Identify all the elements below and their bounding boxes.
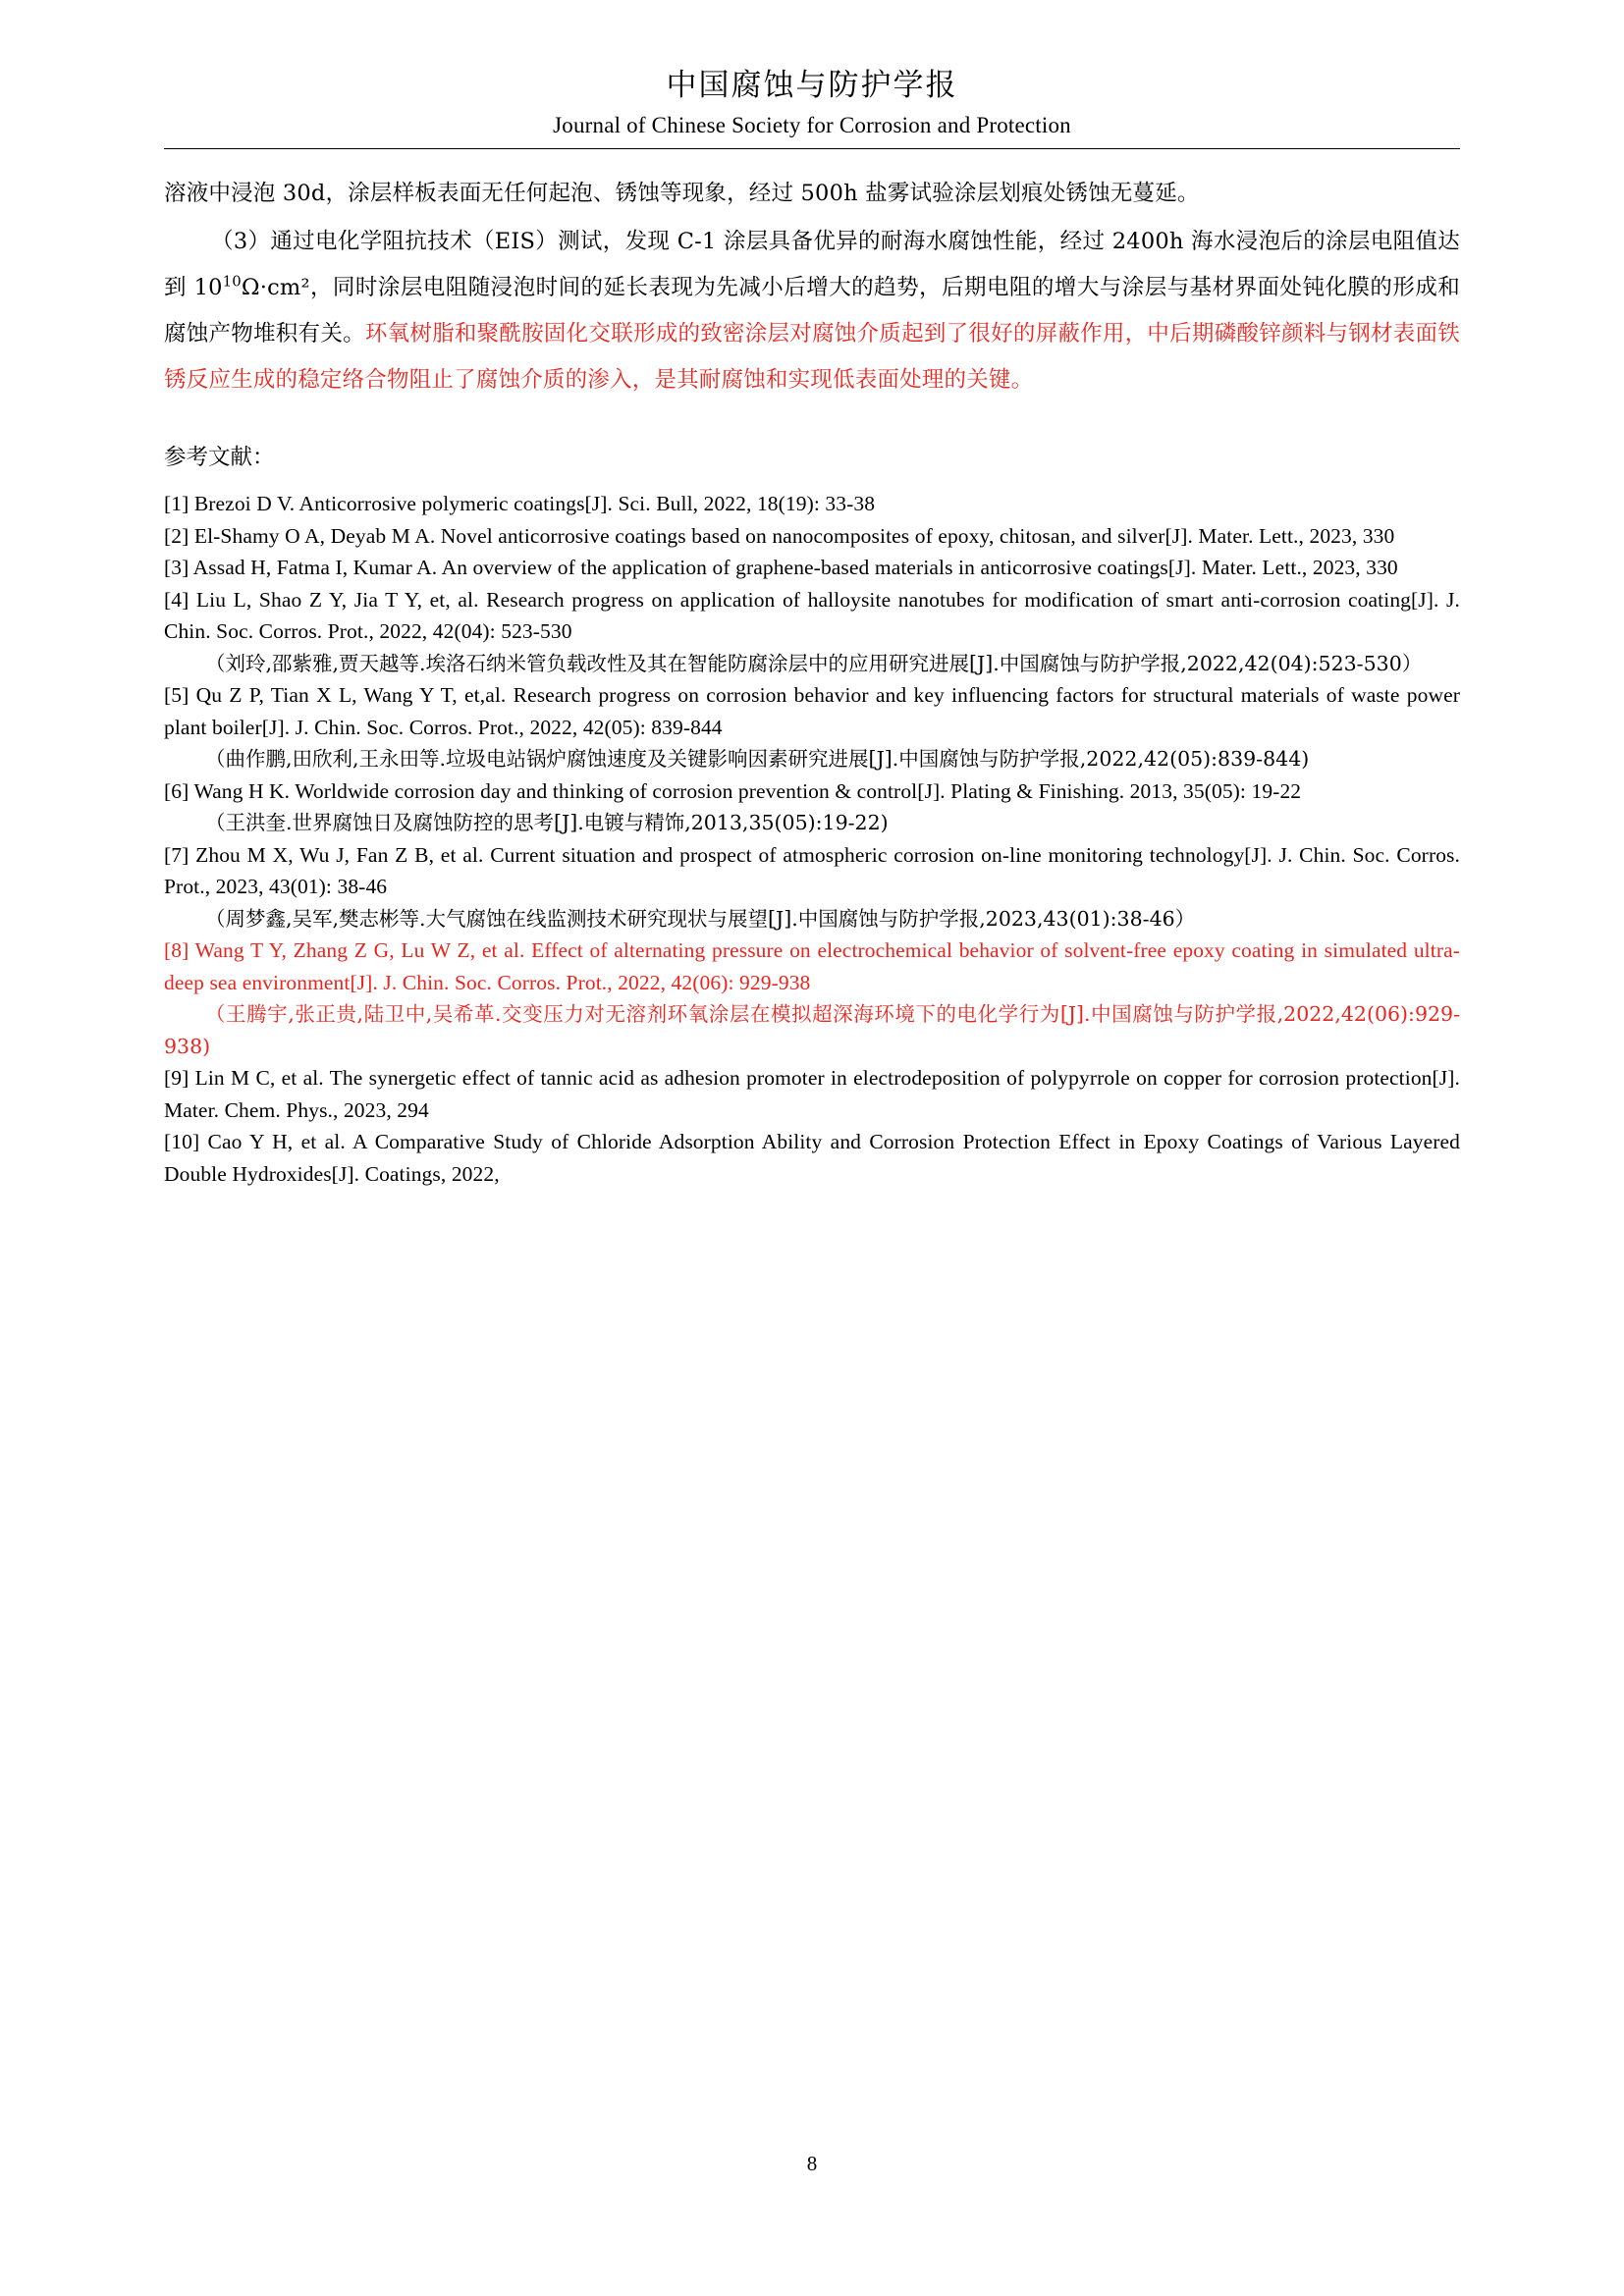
conclusion-3-exponent: 10 (222, 272, 242, 291)
reference-item-8-cn: （王腾宇,张正贵,陆卫中,吴希革.交变压力对无溶剂环氧涂层在模拟超深海环境下的电化学行为[J].中国腐蚀与防护学报,2022,42(06):929-938) (164, 1002, 1460, 1058)
reference-item-6-cn: （王洪奎.世界腐蚀日及腐蚀防控的思考[J].电镀与精饰,2013,35(05):19-22) (205, 811, 889, 835)
reference-item-7-cn: （周梦鑫,吴军,樊志彬等.大气腐蚀在线监测技术研究现状与展望[J].中国腐蚀与防护学报,2023,43(01):38-46） (205, 906, 1196, 931)
conclusion-3-text-b: Ω·cm²，同时涂层电阻随浸泡时间的延长表现为先减小后增大的趋势，后期电阻的增大与涂层与基材界面处钝化膜的形成和腐蚀产物堆积有关。 (164, 275, 1460, 347)
reference-item-3: [3] Assad H, Fatma I, Kumar A. An overview of the application of graphene-based materials in anticorrosive coatings[J]. Mater. Lett., 2023, 330 (164, 556, 1398, 580)
reference-item-7: [7] Zhou M X, Wu J, Fan Z B, et al. Current situation and prospect of atmospheric corrosion on-line monitoring technology[J]. J. Chin. Soc. Corros. Prot., 2023, 43(01): 38-46 (164, 842, 1460, 899)
page-content (164, 149, 1460, 1190)
reference-item-6: [6] Wang H K. Worldwide corrosion day and thinking of corrosion prevention & control[J]. Plating & Finishing. 2013, 35(05): 19-22 (164, 778, 1302, 803)
conclusion-3-text-red: 环氧树脂和聚酰胺固化交联形成的致密涂层对腐蚀介质起到了很好的屏蔽作用，中后期磷酸锌颜料与钢材表面铁锈反应生成的稳定络合物阻止了腐蚀介质的渗入，是其耐腐蚀和实现低表面处理的关键。 (164, 321, 1460, 394)
references-heading: 参考文献： (164, 445, 275, 471)
reference-item-10: [10] Cao Y H, et al. A Comparative Study of Chloride Adsorption Ability and Corrosion Protection Effect in Epoxy Coatings of Various Layered Double Hydroxides[J]. Coatings, 2022, (164, 1130, 1460, 1186)
conclusion-3-text-a: （3）通过电化学阻抗技术（EIS）测试，发现 C-1 涂层具备优异的耐海水腐蚀性能，经过 2400h 海水浸泡后的涂层电阻值达到 10 (164, 229, 1460, 301)
reference-item-5: [5] Qu Z P, Tian X L, Wang Y T, et,al. Research progress on corrosion behavior and key influencing factors for structural materials of waste power plant boiler[J]. J. Chin. Soc. Corros. Prot., 2022, 42(05): 839-844 (164, 683, 1460, 739)
page-number: 8 (806, 2152, 818, 2175)
reference-item-4: [4] Liu L, Shao Z Y, Jia T Y, et, al. Research progress on application of halloysite nanotubes for modification of smart anti-corrosion coating[J]. J. Chin. Soc. Corros. Prot., 2022, 42(04): 523-530 (164, 587, 1460, 644)
references-list (164, 488, 1460, 1190)
reference-item-9: [9] Lin M C, et al. The synergetic effect of tannic acid as adhesion promoter in electrodeposition of polypyrrole on copper for corrosion protection[J]. Mater. Chem. Phys., 2023, 294 (164, 1066, 1460, 1122)
paragraph-conclusion-3 (164, 219, 1460, 403)
reference-item-4-cn: （刘玲,邵紫雅,贾天越等.埃洛石纳米管负载改性及其在智能防腐涂层中的应用研究进展[J].中国腐蚀与防护学报,2022,42(04):523-530） (205, 651, 1423, 675)
page-header (164, 0, 1460, 138)
reference-item-2: [2] El-Shamy O A, Deyab M A. Novel anticorrosive coatings based on nanocomposites of epoxy, chitosan, and silver[J]. Mater. Lett., 2023, 330 (164, 523, 1395, 548)
paragraph-continuation: 溶液中浸泡 30d，涂层样板表面无任何起泡、锈蚀等现象，经过 500h 盐雾试验涂层划痕处锈蚀无蔓延。 (164, 181, 1200, 207)
journal-title-en: Journal of Chinese Society for Corrosion and Protection (553, 113, 1071, 138)
journal-title-cn: 中国腐蚀与防护学报 (666, 68, 958, 103)
reference-item-1: [1] Brezoi D V. Anticorrosive polymeric coatings[J]. Sci. Bull, 2022, 18(19): 33-38 (164, 492, 876, 516)
reference-item-8: [8] Wang T Y, Zhang Z G, Lu W Z, et al. Effect of alternating pressure on electrochemical behavior of solvent-free epoxy coating in simulated ultra-deep sea environment[J]. J. Chin. Soc. Corros. Prot., 2022, 42(06): 929-938 (164, 938, 1460, 994)
reference-item-5-cn: （曲作鹏,田欣利,王永田等.垃圾电站锅炉腐蚀速度及关键影响因素研究进展[J].中国腐蚀与防护学报,2022,42(05):839-844) (205, 747, 1310, 772)
